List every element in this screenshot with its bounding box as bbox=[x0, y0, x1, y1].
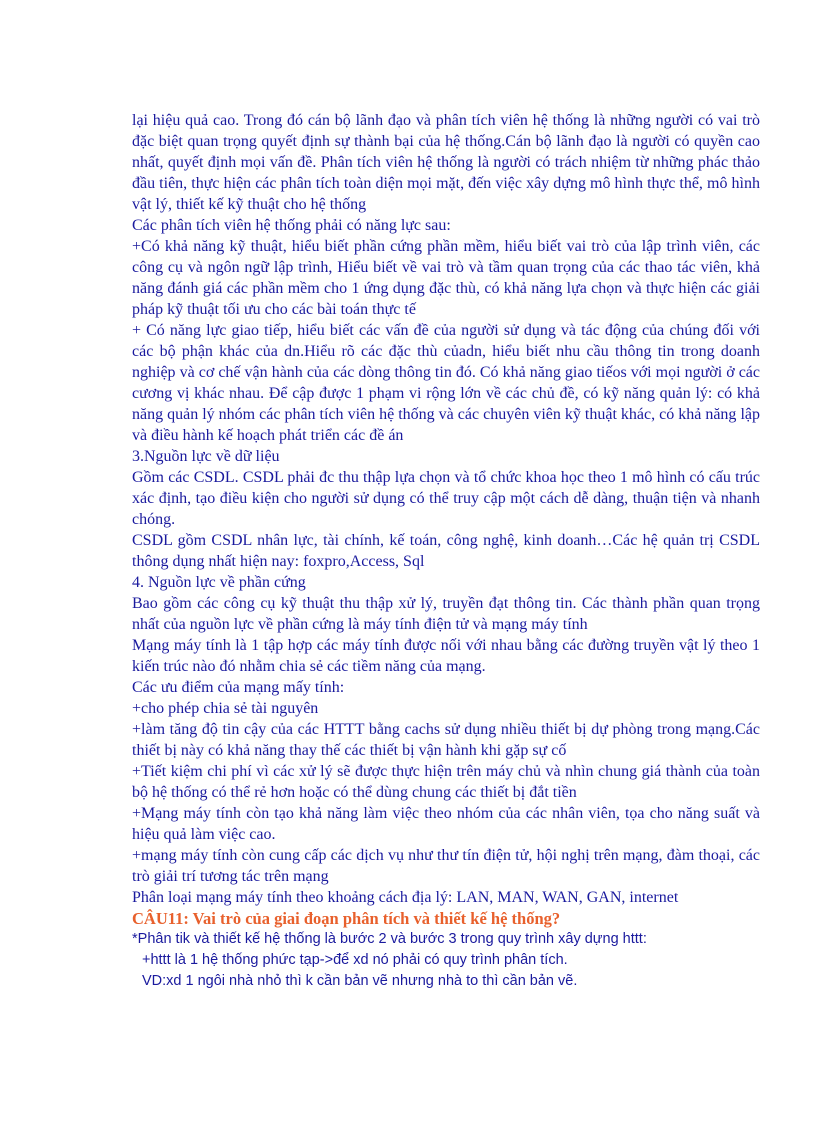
list-item-resource-sharing: +cho phép chia sẻ tài nguyên bbox=[132, 700, 319, 717]
list-item-house-example: VD:xd 1 ngôi nhà nhỏ thì k cần bản vẽ nhưng nhà to thì cần bản vẽ. bbox=[142, 973, 578, 989]
list-item-cost-saving: +Tiết kiệm chi phí vì các xử lý sẽ được thực hiện trên máy chủ và nhìn chung giá thành của toàn bộ hệ thống có thể rẻ hơn hoặc có thể dùng chung các thiết bị đắt tiền bbox=[132, 763, 760, 801]
list-item-complex-system: +httt là 1 hệ thống phức tạp->để xd nó phải có quy trình phân tích. bbox=[142, 952, 568, 968]
paragraph-hardware-definition: Bao gồm các công cụ kỹ thuật thu thập xử lý, truyền đạt thông tin. Các thành phần quan trọng nhất của nguồn lực về phần cứng là máy tính điện tử và mạng máy tính bbox=[132, 595, 760, 633]
paragraph-analyst-skills-intro: Các phân tích viên hệ thống phải có năng lực sau: bbox=[132, 217, 451, 234]
section-heading-data-resources: 3.Nguồn lực về dữ liệu bbox=[132, 448, 280, 465]
paragraph-network-definition: Mạng máy tính là 1 tập hợp các máy tính được nối với nhau bằng các đường truyền vật lý theo 1 kiến trúc nào đó nhằm chia sẻ các tiềm năng của mạng. bbox=[132, 637, 760, 675]
question-heading-cau11: CÂU11: Vai trò của giai đoạn phân tích và thiết kế hệ thống? bbox=[132, 909, 561, 928]
list-item-teamwork: +Mạng máy tính còn tạo khả năng làm việc theo nhóm của các nhân viên, tọa cho năng suất và hiệu quả làm việc cao. bbox=[132, 805, 760, 843]
list-item-services: +mạng máy tính còn cung cấp các dịch vụ như thư tín điện tử, hội nghị trên mạng, đàm thoại, các trò giải trí tương tác trên mạng bbox=[132, 847, 760, 885]
paragraph-analysis-design-steps: *Phân tik và thiết kế hệ thống là bước 2 và bước 3 trong quy trình xây dựng httt: bbox=[132, 931, 647, 947]
document-body bbox=[132, 110, 760, 992]
section-heading-hardware-resources: 4. Nguồn lực về phần cứng bbox=[132, 574, 306, 591]
paragraph-database-types: CSDL gồm CSDL nhân lực, tài chính, kế toán, công nghệ, kinh doanh…Các hệ quản trị CSDL thông dụng nhất hiện nay: foxpro,Access, Sql bbox=[132, 532, 760, 570]
paragraph-database-definition: Gồm các CSDL. CSDL phải đc thu thập lựa chọn và tổ chức khoa học theo 1 mô hình có cấu trúc xác định, tạo điều kiện cho người sử dụng có thể truy cập một cách dễ dàng, thuận tiện và nhanh chóng. bbox=[132, 469, 760, 528]
paragraph-communication-skills: + Có năng lực giao tiếp, hiểu biết các vấn đề của người sử dụng và tác động của chúng đối với các bộ phận khác của dn.Hiểu rõ các đặc thù củadn, hiểu biết nhu cầu thông tin trong doanh nghiệp và cơ chế vận hành của các dòng thông tin đó. Có khả năng giao tiếos với mọi người ở các cương vị khác nhau. Để cập được 1 phạm vi rộng lớn về các chủ đề, có kỹ năng quản lý: có khả năng quản lý nhóm các phân tích viên hệ thống và các chuyên viên kỹ thuật khác, có khả năng lập và điều hành kế hoạch phát triển các đề án bbox=[132, 322, 760, 444]
list-item-reliability: +làm tăng độ tin cậy của các HTTT bằng cachs sử dụng nhiều thiết bị dự phòng trong mạng.Các thiết bị này có khả năng thay thế các thiết bị vận hành khi gặp sự cố bbox=[132, 721, 760, 759]
paragraph-network-advantages-intro: Các ưu điểm của mạng mấy tính: bbox=[132, 679, 345, 696]
paragraph-technical-skills: +Có khả năng kỹ thuật, hiểu biết phần cứng phần mềm, hiểu biết vai trò của lập trình viên, các công cụ và ngôn ngữ lập trình, Hiểu biết về vai trò và tầm quan trọng của các thao tác viên, khả năng đánh giá các phần mềm cho 1 ứng dụng đặc thù, có khả năng lựa chọn và thực hiện các giải pháp kỹ thuật tối ưu cho các bài toán thực tế bbox=[132, 238, 760, 318]
paragraph-role-of-analysts: lại hiệu quả cao. Trong đó cán bộ lãnh đạo và phân tích viên hệ thống là những người có vai trò đặc biệt quan trọng quyết định sự thành bại của hệ thống.Cán bộ lãnh đạo là người có quyền cao nhất, quyết định mọi vấn đề. Phân tích viên hệ thống là người có trách nhiệm từ những phác thảo đầu tiên, thực hiện các phân tích toàn diện mọi mặt, đến việc xây dựng mô hình thực thể, mô hình vật lý, thiết kế kỹ thuật cho hệ thống bbox=[132, 112, 760, 213]
paragraph-network-classification: Phân loại mạng máy tính theo khoảng cách địa lý: LAN, MAN, WAN, GAN, internet bbox=[132, 889, 679, 906]
